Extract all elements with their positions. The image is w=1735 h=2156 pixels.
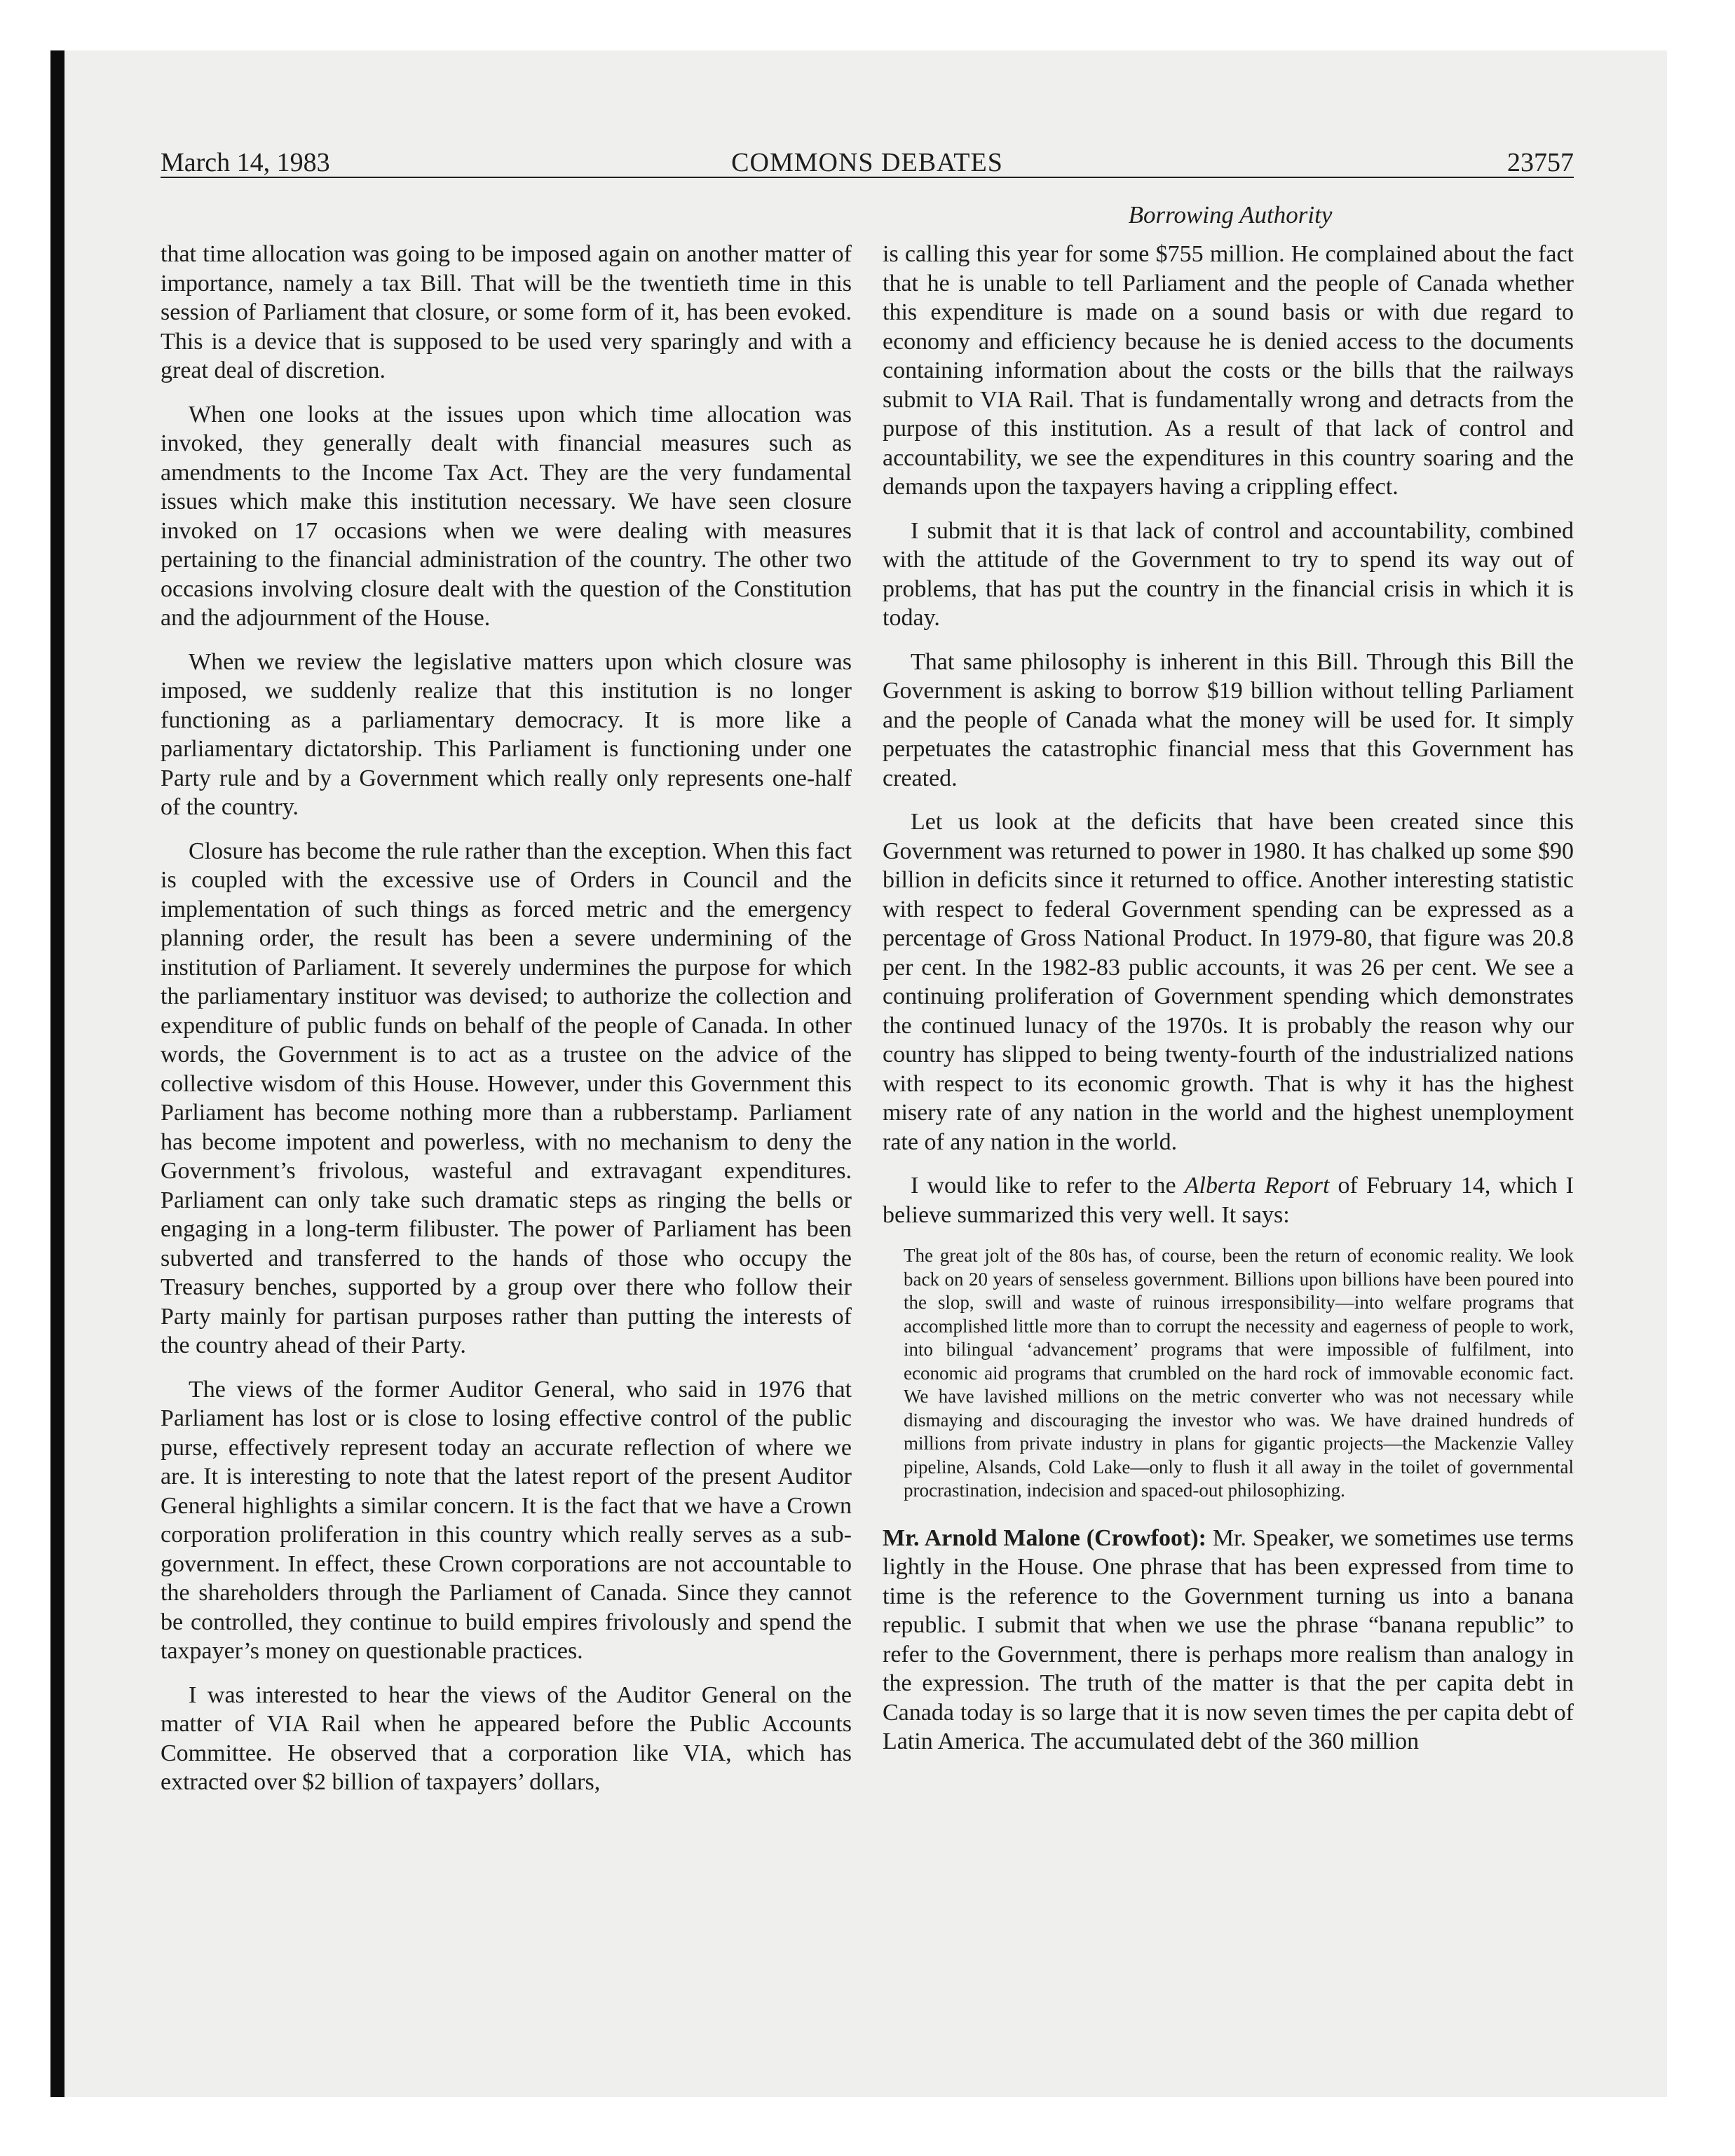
speech-text: Mr. Speaker, we sometimes use terms lightly in the House. One phrase that has been expressed from time to time is the reference to the Government turning us into a banana republic. I submit that when we use the phrase “banana republic” to refer to the Government, there is perhaps more realism than analogy in the expression. The truth of the matter is that the per capita debt in Canada today is so large that it is now seven times the per capita debt of Latin America. The accumulated debt of the 360 million <box>883 1524 1574 1754</box>
paragraph-with-citation <box>883 1171 1574 1229</box>
scan-border <box>50 50 64 2097</box>
paragraph: That same philosophy is inherent in this Bill. Through this Bill the Government is asking to borrow $19 billion without telling Parliament and the people of Canada what the money will be used for. It simply perpetuates the catastrophic financial mess that this Government has created. <box>883 648 1574 791</box>
cited-publication-title: Alberta Report <box>1184 1173 1330 1199</box>
paragraph: is calling this year for some $755 million. He complained about the fact that he is unable to tell Parliament and the people of Canada whether this expenditure is made on a sound basis or with due regard to economy and efficiency because he is denied access to the documents containing information about the costs or the bills that the railways submit to VIA Rail. That is fundamentally wrong and detracts from the purpose of this institution. As a result of that lack of control and accountability, we see the expenditures in this country soaring and the demands upon the taxpayers having a crippling effect. <box>883 241 1574 500</box>
page-header <box>161 145 1574 184</box>
paragraph: I submit that it is that lack of control and accountability, combined with the attitude of the Government to try to spend its way out of problems, that has put the country in the financial crisis in which it is today. <box>883 517 1574 631</box>
paragraph: Closure has become the rule rather than the exception. When this fact is coupled with the excessive use of Orders in Council and the implementation of such things as forced metric and the emergency planning order, the result has been a severe undermining of the institution of Parliament. It severely undermines the purpose for which the parliamentary instituor was devised; to authorize the collection and expenditure of public funds on behalf of the people of Canada. In other words, the Government is to act as a trustee on the advice of the collective wisdom of this House. However, under this Government this Parliament has become nothing more than a rubberstamp. Parliament has become impotent and powerless, with no mechanism to deny the Government’s frivolous, wasteful and extravagant expenditures. Parliament can only take such dramatic steps as ringing the bells or engaging in a long-term filibuster. The power of Parliament has been subverted and transferred to the hands of those who occupy the Treasury benches, supported by a group over there who follow their Party mainly for partisan purposes rather than putting the interests of the country ahead of their Party. <box>161 838 852 1358</box>
right-column <box>883 240 1574 1771</box>
paragraph: When we review the legislative matters upon which closure was imposed, we suddenly realize that this institution is no longer functioning as a parliamentary democracy. It is more like a parliamentary dictatorship. This Parliament is functioning under one Party rule and by a Government which really only represents one-half of the country. <box>161 648 852 820</box>
citation-lead-text: I would like to refer to the <box>911 1173 1185 1199</box>
left-column <box>161 240 852 1812</box>
paragraph: that time allocation was going to be imposed again on another matter of importance, namely a tax Bill. That will be the twentieth time in this session of Parliament that closure, or some form of it, has been evoked. This is a device that is supposed to be used very sparingly and with a great deal of discretion. <box>161 241 852 383</box>
paragraph: I was interested to hear the views of the Auditor General on the matter of VIA Rail when he appeared before the Public Accounts Committee. He observed that a corporation like VIA, which has extracted over $2 billion of taxpayers’ dollars, <box>161 1681 852 1795</box>
speech-paragraph <box>883 1524 1574 1756</box>
paragraph: The views of the former Auditor General, who said in 1976 that Parliament has lost or is close to losing effective control of the public purse, effectively represent today an accurate reflection of where we are. It is interesting to note that the latest report of the present Auditor General highlights a similar concern. It is the fact that we have a Crown corporation proliferation in this country which really serves as a sub-government. In effect, these Crown corporations are not accountable to the shareholders through the Parliament of Canada. Since they cannot be controlled, they continue to build empires frivolously and spend the taxpayer’s money on questionable practices. <box>161 1376 852 1664</box>
running-head: Borrowing Authority <box>1128 201 1333 228</box>
header-date: March 14, 1983 <box>161 148 330 177</box>
header-page-number: 23757 <box>1507 148 1574 177</box>
block-quotation: The great jolt of the 80s has, of course, been the return of economic reality. We look back on 20 years of senseless government. Billions upon billions have been poured into the slop, swill and waste of ruinous irresponsibility—into welfare programs that accomplished little more than to corrupt the necessity and eagerness of people to work, into bilingual ‘advancement’ programs that were impossible of fulfilment, into economic aid programs that crumbled on the hard rock of immovable economic fact. We have lavished millions on the metric converter who was not necessary while dismaying and discouraging the investor who was. We have drained hundreds of millions from private industry in plans for gigantic projects—the Mackenzie Valley pipeline, Alsands, Cold Lake—only to flush it all away in the toilet of governmental procrastination, indecision and spaced-out philosophizing. <box>904 1245 1574 1501</box>
header-rule <box>161 177 1574 178</box>
speaker-name: Mr. Arnold Malone (Crowfoot): <box>883 1524 1206 1551</box>
paragraph: Let us look at the deficits that have been created since this Government was returned to power in 1980. It has chalked up some $90 billion in deficits since it returned to office. Another interesting statistic with respect to federal Government spending can be expressed as a percentage of Gross National Product. In 1979-80, that figure was 20.8 per cent. In the 1982-83 public accounts, it was 26 per cent. We see a continuing proliferation of Government spending which demonstrates the continued lunacy of the 1970s. It is probably the reason why our country has slipped to being twenty-fourth of the industrialized nations with respect to its economic growth. That is why it has the highest misery rate of any nation in the world and the highest unemployment rate of any nation in the world. <box>883 809 1574 1155</box>
paragraph: When one looks at the issues upon which time allocation was invoked, they generally dealt with financial measures such as amendments to the Income Tax Act. They are the very fundamental issues which make this institution necessary. We have seen closure invoked on 17 occasions when we were dealing with measures pertaining to the financial administration of the country. The other two occasions involving closure dealt with the question of the Constitution and the adjournment of the House. <box>161 401 852 631</box>
header-publication-title: COMMONS DEBATES <box>731 148 1003 177</box>
citation-trail-text: of February 14, which I believe summarized this very well. It says: <box>883 1173 1574 1228</box>
